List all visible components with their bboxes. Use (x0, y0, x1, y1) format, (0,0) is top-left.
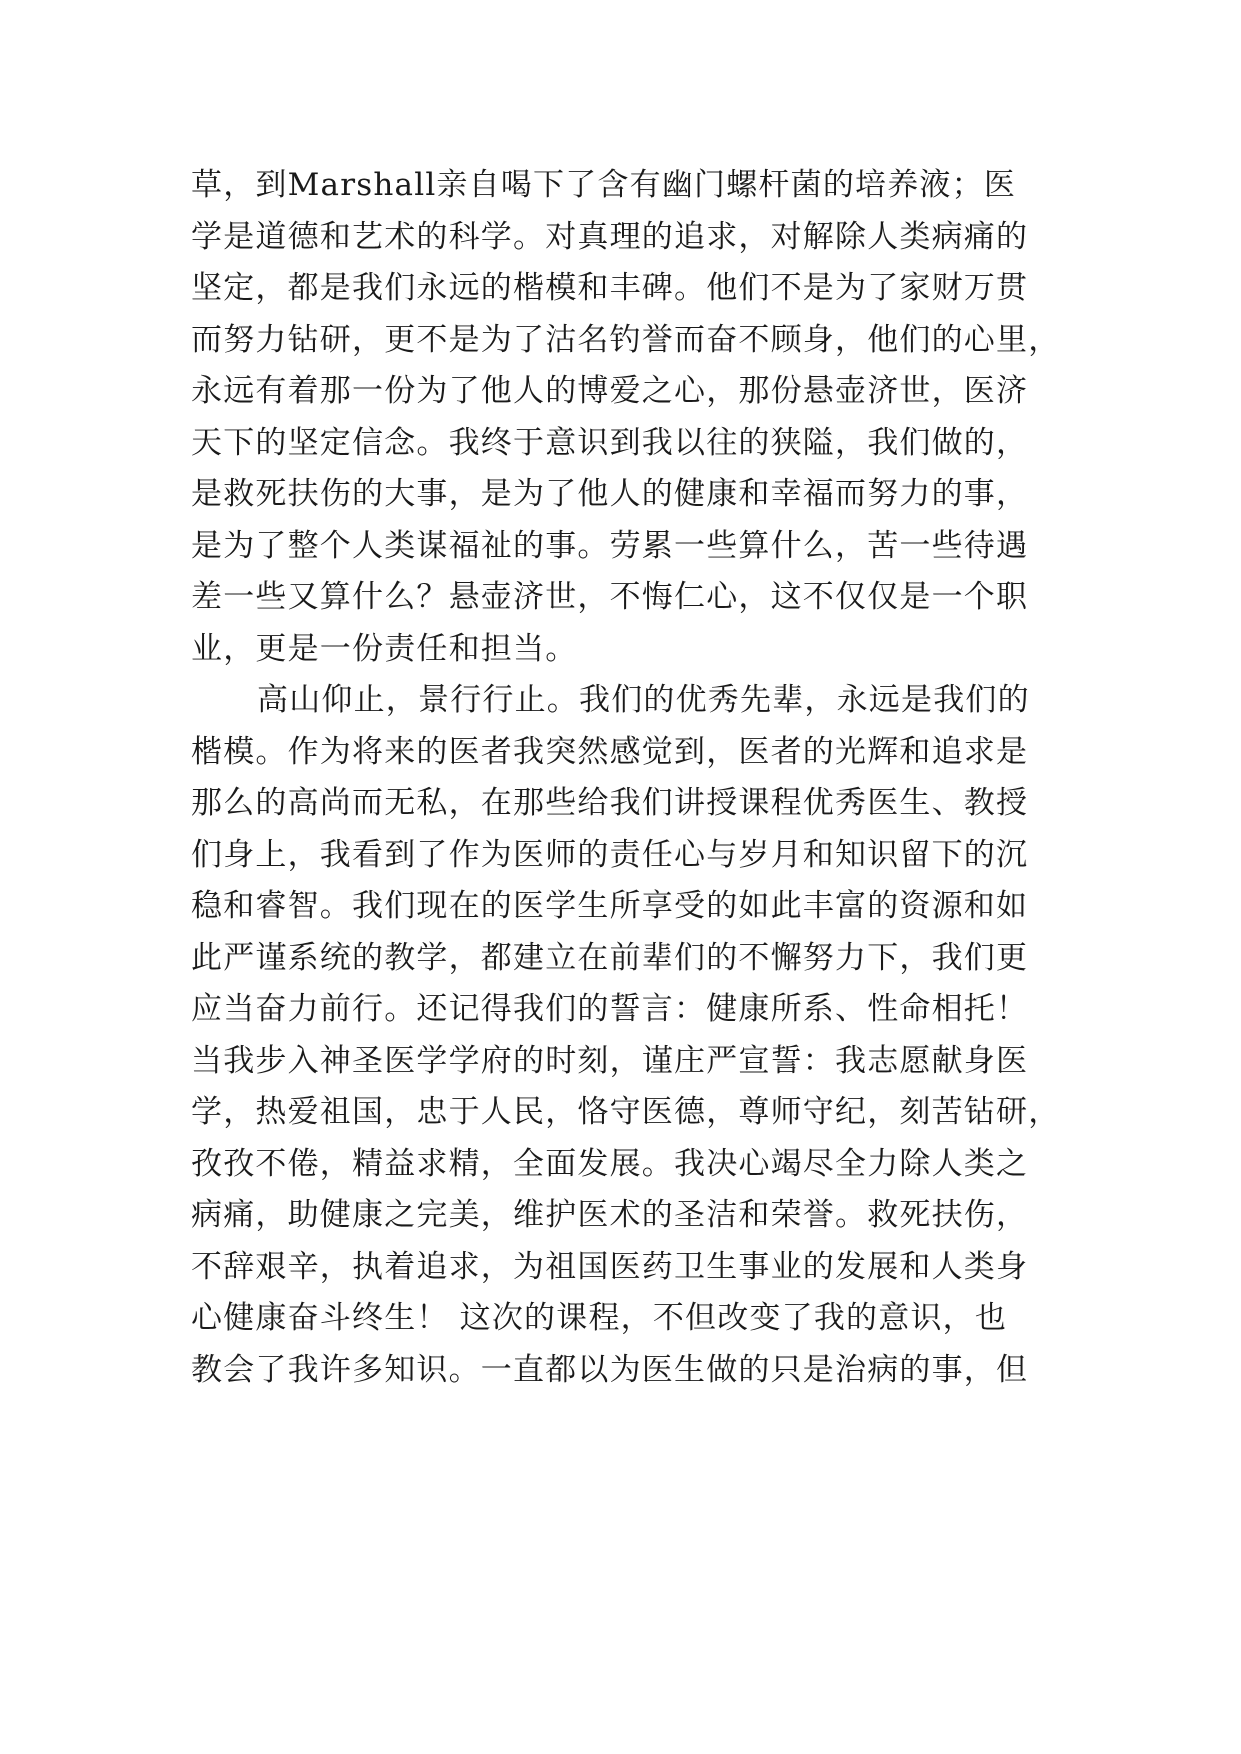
text-line: 而努力钻研，更不是为了沽名钓誉而奋不顾身，他们的心里， (191, 321, 1061, 358)
text-line: 孜孜不倦，精益求精，全面发展。我决心竭尽全力除人类之 (191, 1145, 1029, 1182)
text-line: 业，更是一份责任和担当。 (191, 630, 578, 667)
text-line: 当我步入神圣医学学府的时刻，谨庄严宣誓：我志愿献身医 (191, 1042, 1029, 1079)
text-line: 心健康奋斗终生！ 这次的课程，不但改变了我的意识，也 (191, 1300, 1008, 1336)
text-line: 草，到Marshall亲自喝下了含有幽门螺杆菌的培养液；医 (191, 167, 1017, 203)
text-line: 稳和睿智。我们现在的医学生所享受的如此丰富的资源和如 (191, 888, 1029, 924)
text-line: 是为了整个人类谋福祉的事。劳累一些算什么，苦一些待遇 (191, 527, 1029, 564)
text-line: 差一些又算什么？悬壶济世，不悔仁心，这不仅仅是一个职 (191, 579, 1029, 615)
text-line: 不辞艰辛，执着追求，为祖国医药卫生事业的发展和人类身 (191, 1248, 1029, 1285)
text-line: 永远有着那一份为了他人的博爱之心，那份悬壶济世，医济 (191, 373, 1029, 409)
document-body (191, 160, 1061, 1396)
text-line: 天下的坚定信念。我终于意识到我以往的狭隘，我们做的， (191, 424, 1029, 461)
text-line: 此严谨系统的教学，都建立在前辈们的不懈努力下，我们更 (191, 939, 1029, 976)
text-line: 坚定，都是我们永远的楷模和丰碑。他们不是为了家财万贯 (191, 270, 1029, 306)
text-line: 是救死扶伤的大事，是为了他人的健康和幸福而努力的事， (191, 476, 1029, 512)
text-line: 学是道德和艺术的科学。对真理的追求，对解除人类病痛的 (191, 218, 1029, 255)
text-line: 楷模。作为将来的医者我突然感觉到，医者的光辉和追求是 (191, 733, 1029, 770)
paragraph-first-line: 高山仰止，景行行止。我们的优秀先辈，永远是我们的 (257, 682, 1030, 718)
text-line: 那么的高尚而无私，在那些给我们讲授课程优秀医生、教授 (191, 785, 1029, 821)
text-line: 应当奋力前行。还记得我们的誓言：健康所系、性命相托！ (191, 991, 1029, 1027)
text-line: 们身上，我看到了作为医师的责任心与岁月和知识留下的沉 (191, 836, 1029, 873)
text-line: 病痛，助健康之完美，维护医术的圣洁和荣誉。救死扶伤， (191, 1197, 1029, 1233)
text-line: 学，热爱祖国，忠于人民，恪守医德，尊师守纪，刻苦钻研， (191, 1094, 1061, 1130)
text-line: 教会了我许多知识。一直都以为医生做的只是治病的事，但 (191, 1351, 1029, 1388)
